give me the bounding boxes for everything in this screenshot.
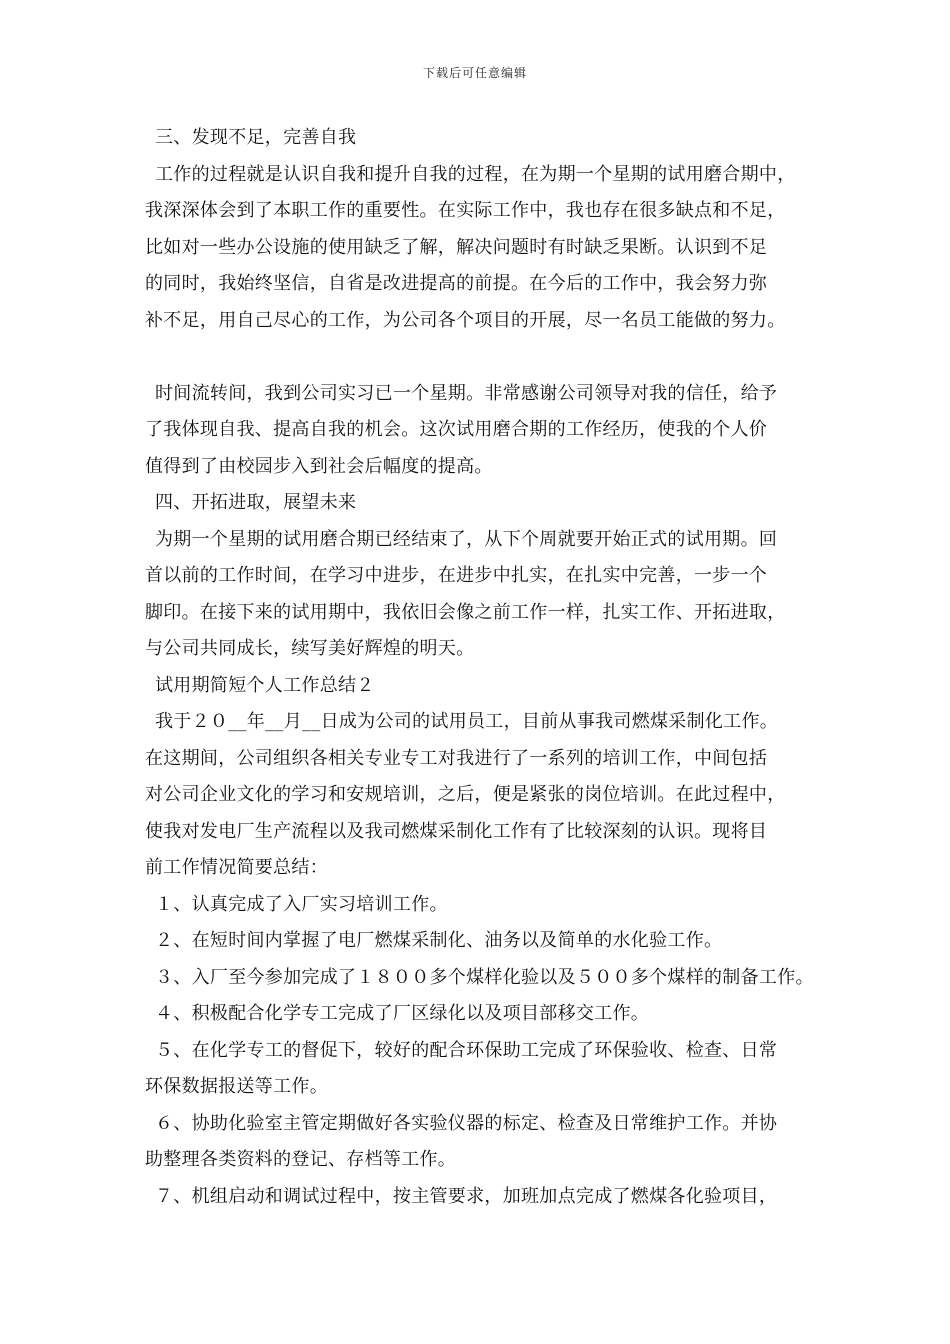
list-item: ３、入厂至今参加完成了１８００多个煤样化验以及５００多个煤样的制备工作。: [155, 966, 814, 988]
list-item: ４、积极配合化学专工完成了厂区绿化以及项目部移交工作。: [155, 1003, 650, 1024]
paragraph-line: 与公司共同成长，续写美好辉煌的明天。: [145, 638, 475, 659]
list-item: １、认真完成了入厂实习培训工作。: [155, 893, 448, 915]
list-item-continuation: 环保数据报送等工作。: [145, 1076, 328, 1097]
paragraph-line: 对公司企业文化的学习和安规培训，之后，便是紧张的岗位培训。在此过程中，: [145, 784, 786, 805]
paragraph-line: 脚印。在接下来的试用期中，我依旧会像之前工作一样，扎实工作、开拓进取，: [145, 601, 786, 623]
paragraph-line: 值得到了由校园步入到社会后幅度的提高。: [145, 455, 493, 477]
paragraph-line: 首以前的工作时间，在学习中进步，在进步中扎实，在扎实中完善，一步一个: [145, 565, 768, 586]
paragraph-line: 了我体现自我、提高自我的机会。这次试用磨合期的工作经历，使我的个人价: [145, 419, 768, 440]
list-item-continuation: 助整理各类资料的登记、存档等工作。: [145, 1149, 457, 1170]
paragraph-line: 补不足，用自己尽心的工作，为公司各个项目的开展，尽一名员工能做的努力。: [145, 309, 786, 331]
paragraph-line: 在这期间，公司组织各相关专业专工对我进行了一系列的培训工作，中间包括: [145, 747, 768, 769]
section-heading: 四、开拓进取，展望未来: [155, 492, 357, 513]
paragraph-line: 前工作情况简要总结：: [145, 857, 328, 878]
list-item: ５、在化学专工的督促下，较好的配合环保助工完成了环保验收、检查、日常: [155, 1039, 778, 1061]
list-item: ２、在短时间内掌握了电厂燃煤采制化、油务以及简单的水化验工作。: [155, 930, 723, 951]
section-title: 试用期简短个人工作总结２: [155, 674, 375, 696]
paragraph-line: 使我对发电厂生产流程以及我司燃煤采制化工作有了比较深刻的认识。现将目: [145, 820, 768, 842]
document-body: [145, 120, 825, 1215]
paragraph-line: 我于２０__年__月__日成为公司的试用员工，目前从事我司燃煤采制化工作。: [155, 711, 779, 732]
list-item: ６、协助化验室主管定期做好各实验仪器的标定、检查及日常维护工作。并协: [155, 1112, 778, 1134]
page-header-note: 下载后可任意编辑: [422, 66, 527, 80]
paragraph-line: 为期一个星期的试用磨合期已经结束了，从下个周就要开始正式的试用期。回: [155, 528, 778, 550]
paragraph-line: 工作的过程就是认识自我和提升自我的过程，在为期一个星期的试用磨合期中，: [155, 163, 796, 185]
paragraph-line: 时间流转间，我到公司实习已一个星期。非常感谢公司领导对我的信任，给予: [155, 382, 778, 404]
section-heading: 三、发现不足，完善自我: [155, 127, 357, 148]
paragraph-gap: [145, 339, 825, 376]
list-item: ７、机组启动和调试过程中，按主管要求，加班加点完成了燃煤各化验项目，: [155, 1185, 778, 1207]
paragraph-line: 的同时，我始终坚信，自省是改进提高的前提。在今后的工作中，我会努力弥: [145, 273, 768, 294]
paragraph-line: 我深深体会到了本职工作的重要性。在实际工作中，我也存在很多缺点和不足，: [145, 200, 786, 221]
paragraph-line: 比如对一些办公设施的使用缺乏了解，解决问题时有时缺乏果断。认识到不足: [145, 236, 768, 258]
